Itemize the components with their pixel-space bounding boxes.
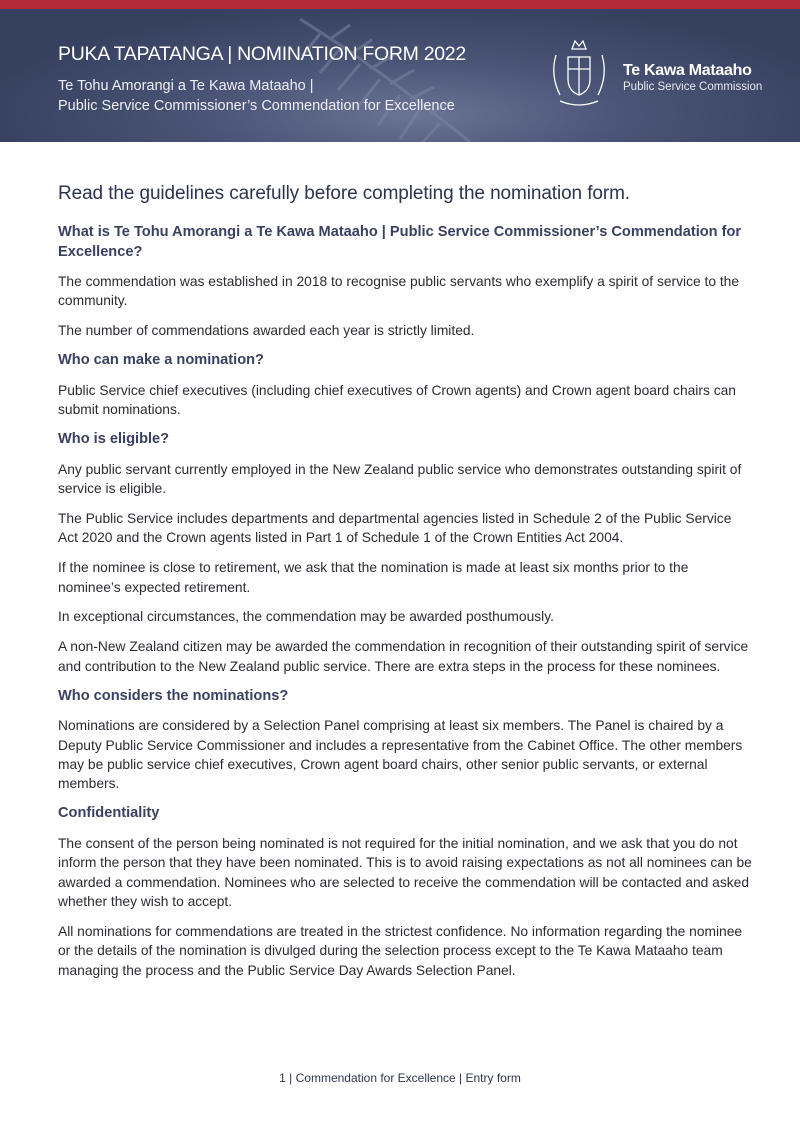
page-footer: 1 | Commendation for Excellence | Entry form <box>279 1071 521 1085</box>
section-paragraph: The consent of the person being nominated is not required for the initial nomination, and we ask that you do not inform the person that they have been nominated. This is to avoid raising expectations as not all nominees can be awarded a commendation. Nominees who are selected to receive the commendation will be contacted and asked whether they wish to accept. <box>58 835 752 910</box>
section <box>58 351 753 419</box>
section-paragraph: Any public servant currently employed in the New Zealand public service who demonstrates outstanding spirit of service is eligible. <box>58 461 742 496</box>
main-heading: Read the guidelines carefully before completing the nomination form. <box>58 183 630 204</box>
section <box>58 804 753 980</box>
form-subtitle <box>58 76 455 116</box>
organisation-logo-text <box>623 62 762 93</box>
section-paragraph: A non-New Zealand citizen may be awarded the commendation in recognition of their outstanding spirit of service and contribution to the New Zealand public service. There are extra steps in the process for these nominees. <box>58 639 749 674</box>
section-paragraph: In exceptional circumstances, the commendation may be awarded posthumously. <box>58 609 554 625</box>
header-banner <box>0 9 800 142</box>
section-heading: What is Te Tohu Amorangi a Te Kawa Mataaho | Public Service Commissioner’s Commendation for Excellence? <box>58 224 742 260</box>
section <box>58 430 753 676</box>
section-paragraph: Nominations are considered by a Selection Panel comprising at least six members. The Panel is chaired by a Deputy Public Service Commissioner and includes a representative from the Cabinet Office. The other members may be public service chief executives, Crown agent board chairs, other senior public servants, or external members. <box>58 718 743 792</box>
section-paragraph: All nominations for commendations are treated in the strictest confidence. No information regarding the nominee or the details of the nomination is divulged during the selection process except to the Te Kawa Mataaho team managing the process and the Public Service Day Awards Selection Panel. <box>58 923 743 978</box>
org-subtitle: Public Service Commission <box>623 81 763 93</box>
form-title: PUKA TAPATANGA | NOMINATION FORM 2022 <box>58 43 466 65</box>
section-heading: Who can make a nomination? <box>58 352 264 369</box>
accent-bar <box>0 0 800 9</box>
section-heading: Confidentiality <box>58 805 160 822</box>
section <box>58 223 753 341</box>
section-heading: Who considers the nominations? <box>58 687 289 704</box>
section-paragraph: The number of commendations awarded each year is strictly limited. <box>58 323 475 339</box>
section-paragraph: If the nominee is close to retirement, we ask that the nomination is made at least six months prior to the nominee’s expected retirement. <box>58 560 689 595</box>
section-paragraph: Public Service chief executives (including chief executives of Crown agents) and Crown agent board chairs can submit nominations. <box>58 382 736 418</box>
subtitle-line-1: Te Tohu Amorangi a Te Kawa Mataaho | <box>58 78 314 94</box>
section-heading: Who is eligible? <box>58 431 170 448</box>
coat-of-arms-logo <box>546 35 612 111</box>
section-paragraph: The commendation was established in 2018 to recognise public servants who exemplify a spirit of service to the community. <box>58 274 739 309</box>
section-paragraph: The Public Service includes departments and departmental agencies listed in Schedule 2 of the Public Service Act 2020 and the Crown agents listed in Part 1 of Schedule 1 of the Crown Entities Act 2004. <box>58 510 732 546</box>
guidelines-content <box>58 183 753 991</box>
section <box>58 687 753 794</box>
org-name: Te Kawa Mataaho <box>623 62 752 79</box>
subtitle-line-2: Public Service Commissioner’s Commendation for Excellence <box>58 98 455 114</box>
